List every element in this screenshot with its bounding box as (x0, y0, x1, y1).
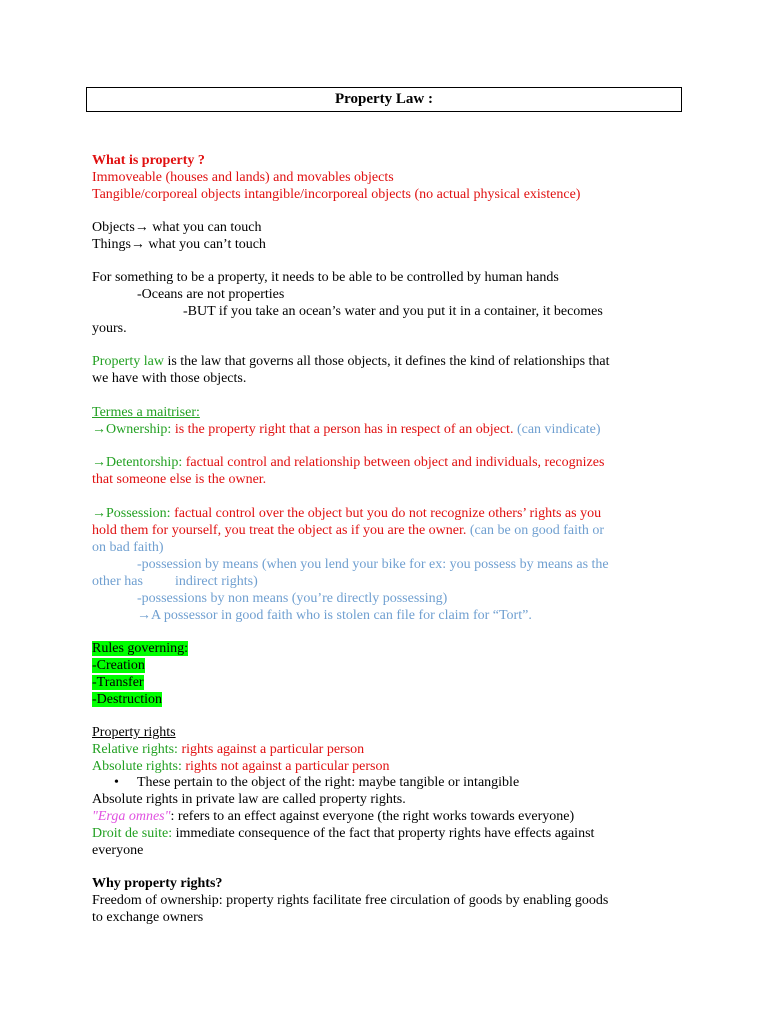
arrow-icon: → (130, 237, 145, 252)
possession-line-3: on bad faith) (92, 540, 164, 555)
possession-line-1 (92, 505, 601, 522)
control-line-4: yours. (92, 321, 127, 336)
why-heading: Why property rights? (92, 876, 223, 891)
why-line-1: Freedom of ownership: property rights facilitate free circulation of goods by enabling goods (92, 893, 609, 908)
ownership-line (92, 421, 601, 438)
ownership-note: (can vindicate) (513, 422, 601, 437)
why-line-2: to exchange owners (92, 910, 204, 925)
what-is-line-2: Tangible/corporeal objects intangible/incorporeal objects (no actual physical existence) (92, 187, 581, 202)
droit-line-2: everyone (92, 843, 144, 858)
absolute-term: Absolute rights: (92, 759, 182, 774)
things-label: Things (92, 237, 131, 252)
bullet-icon: • (114, 775, 119, 790)
arrow-icon: → (137, 608, 151, 623)
means-line-2b: indirect rights) (174, 574, 258, 589)
control-line-1: For something to be a property, it needs to be able to be controlled by human hands (92, 270, 559, 285)
control-line-2: -Oceans are not properties (137, 287, 285, 302)
means-line-2a: other has (92, 574, 143, 589)
detentorship-line-2: that someone else is the owner. (92, 472, 267, 487)
arrow-icon: → (92, 422, 106, 437)
possession-def-2: hold them for yourself, you treat the object as if you are the owner. (92, 523, 467, 538)
means-line-2 (92, 573, 258, 590)
ownership-def: is the property right that a person has in respect of an object. (171, 422, 514, 437)
erga-omnes-line (92, 808, 574, 825)
means-line-1: -possession by means (when you lend your bike for ex: you possess by means as the (137, 557, 609, 572)
ownership-term: Ownership: (106, 422, 172, 437)
possession-line-2 (92, 522, 604, 539)
property-law-line-2: we have with those objects. (92, 371, 247, 386)
droit-def: immediate consequence of the fact that property rights have effects against (172, 826, 595, 841)
tort-line (137, 607, 532, 624)
rules-item-destruction: -Destruction (92, 692, 162, 707)
arrow-icon: → (92, 455, 106, 470)
detentorship-term: Detentorship: (106, 455, 183, 470)
erga-term: "Erga omnes" (92, 809, 171, 824)
absolute-rights-line (92, 758, 389, 775)
objects-label: Objects (92, 220, 135, 235)
droit-term: Droit de suite: (92, 826, 173, 841)
erga-def: : refers to an effect against everyone (the right works towards everyone) (170, 809, 575, 824)
what-is-line-1: Immoveable (houses and lands) and movables objects (92, 170, 394, 185)
arrow-icon: → (134, 220, 149, 235)
property-law-text: is the law that governs all those objects, it defines the kind of relationships that (163, 354, 610, 369)
possession-note: (can be on good faith or (466, 523, 605, 538)
droit-line-1 (92, 825, 594, 842)
page-title: Property Law : (86, 87, 682, 112)
property-law-line-1 (92, 353, 610, 370)
control-line-3: -BUT if you take an ocean’s water and you put it in a container, it becomes (183, 304, 603, 319)
objects-line (92, 219, 262, 236)
rules-heading: Rules governing: (92, 641, 189, 656)
nonmeans-line: -possessions by non means (you’re directly possessing) (137, 591, 448, 606)
things-text: what you can’t touch (144, 237, 266, 252)
rules-item-transfer: -Transfer (92, 675, 144, 690)
bullet-text: These pertain to the object of the right: maybe tangible or intangible (137, 775, 520, 790)
property-law-term: Property law (92, 354, 164, 369)
possession-def: factual control over the object but you do not recognize others’ rights as you (170, 506, 602, 521)
rules-item-creation: -Creation (92, 658, 145, 673)
relative-rights-line (92, 741, 364, 758)
what-is-heading: What is property ? (92, 153, 205, 168)
private-law-line: Absolute rights in private law are called property rights. (92, 792, 406, 807)
rights-heading: Property rights (92, 725, 176, 740)
absolute-def: rights not against a particular person (181, 759, 390, 774)
relative-def: rights against a particular person (177, 742, 365, 757)
possession-term: Possession: (106, 506, 171, 521)
things-line (92, 236, 266, 253)
tort-text: A possessor in good faith who is stolen can file for claim for “Tort”. (151, 608, 532, 623)
objects-text: what you can touch (148, 220, 262, 235)
detentorship-def: factual control and relationship between object and individuals, recognizes (182, 455, 605, 470)
termes-heading: Termes a maitriser: (92, 405, 200, 420)
relative-term: Relative rights: (92, 742, 178, 757)
arrow-icon: → (92, 506, 106, 521)
detentorship-line-1 (92, 454, 604, 471)
